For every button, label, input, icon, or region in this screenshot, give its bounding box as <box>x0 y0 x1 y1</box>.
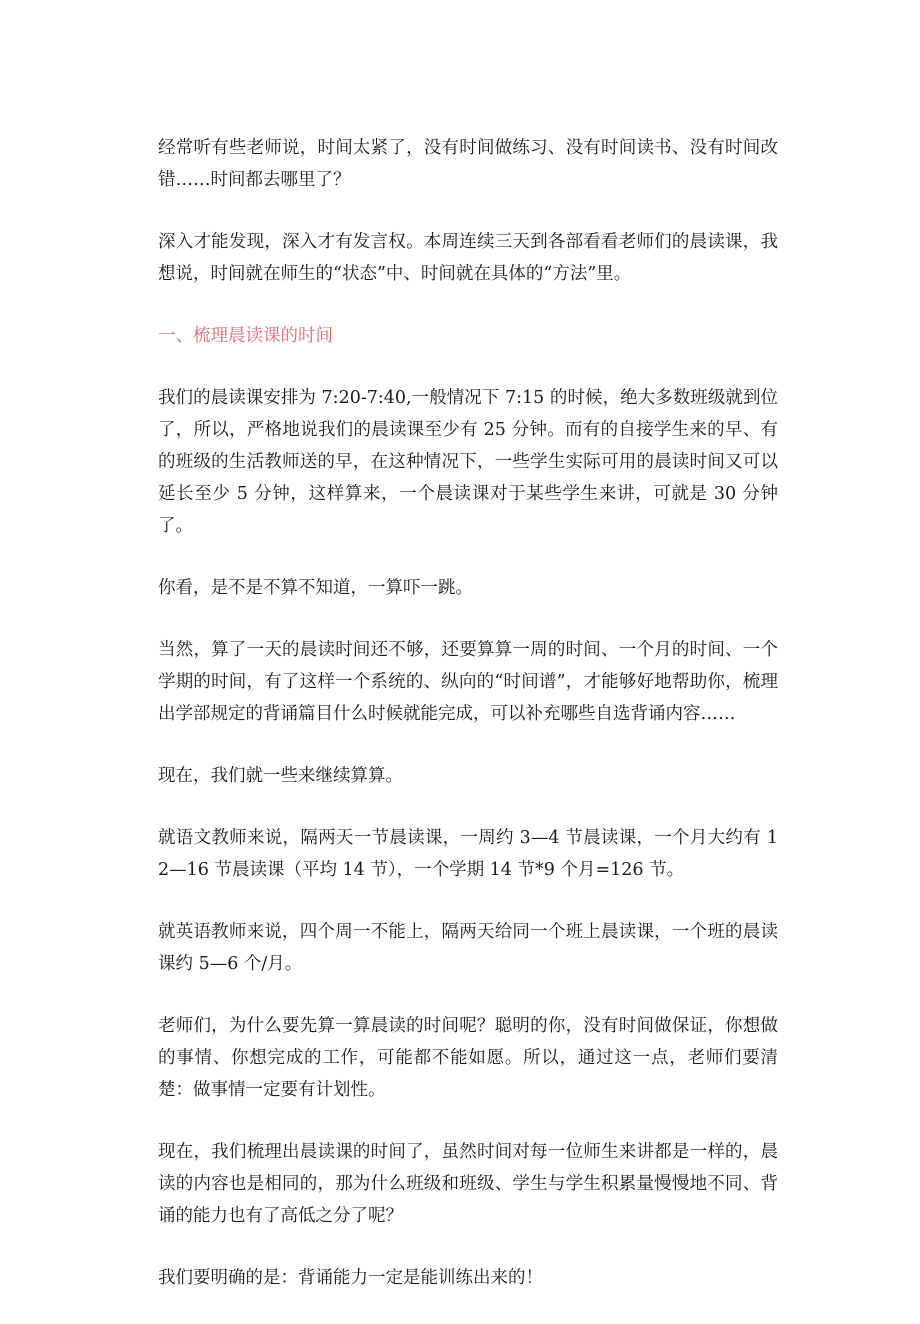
paragraph: 现在，我们就一些来继续算算。 <box>158 766 403 786</box>
paragraph: 深入才能发现，深入才有发言权。本周连续三天到各部看看老师们的晨读课，我想说，时间就在师生的“状态”中、时间就在具体的“方法”里。 <box>158 232 778 284</box>
paragraph: 就语文教师来说，隔两天一节晨读课，一周约 3—4 节晨读课，一个月大约有 12—16 节晨读课（平均 14 节），一个学期 14 节*9 个月=126 节。 <box>158 828 778 880</box>
paragraph: 经常听有些老师说，时间太紧了，没有时间做练习、没有时间读书、没有时间改错……时间都去哪里了？ <box>158 138 778 190</box>
document-body <box>158 132 778 1324</box>
paragraph: 现在，我们梳理出晨读课的时间了，虽然时间对每一位师生来讲都是一样的，晨读的内容也是相同的，那为什么班级和班级、学生与学生积累量慢慢地不同、背诵的能力也有了高低之分了呢？ <box>158 1142 778 1226</box>
paragraph: 就英语教师来说，四个周一不能上，隔两天给同一个班上晨读课，一个班的晨读课约 5—6 个/月。 <box>158 922 778 974</box>
paragraph: 当然，算了一天的晨读时间还不够，还要算算一周的时间、一个月的时间、一个学期的时间，有了这样一个系统的、纵向的“时间谱”，才能够好地帮助你，梳理出学部规定的背诵篇目什么时候就能完成，可以补充哪些自选背诵内容…… <box>158 640 778 724</box>
paragraph: 我们要明确的是：背诵能力一定是能训练出来的！ <box>158 1268 543 1288</box>
section-heading: 一、梳理晨读课的时间 <box>158 326 333 346</box>
paragraph: 老师们，为什么要先算一算晨读的时间呢？聪明的你，没有时间做保证，你想做的事情、你想完成的工作，可能都不能如愿。所以，通过这一点，老师们要清楚：做事情一定要有计划性。 <box>158 1016 778 1100</box>
paragraph: 你看，是不是不算不知道，一算吓一跳。 <box>158 578 473 598</box>
paragraph: 我们的晨读课安排为 7:20-7:40,一般情况下 7:15 的时候，绝大多数班级就到位了，所以，严格地说我们的晨读课至少有 25 分钟。而有的自接学生来的早、有的班级的生活教师送的早，在这种情况下，一些学生实际可用的晨读时间又可以延长至少 5 分钟，这样算来，一个晨读课对于某些学生来讲，可就是 30 分钟了。 <box>158 388 778 536</box>
